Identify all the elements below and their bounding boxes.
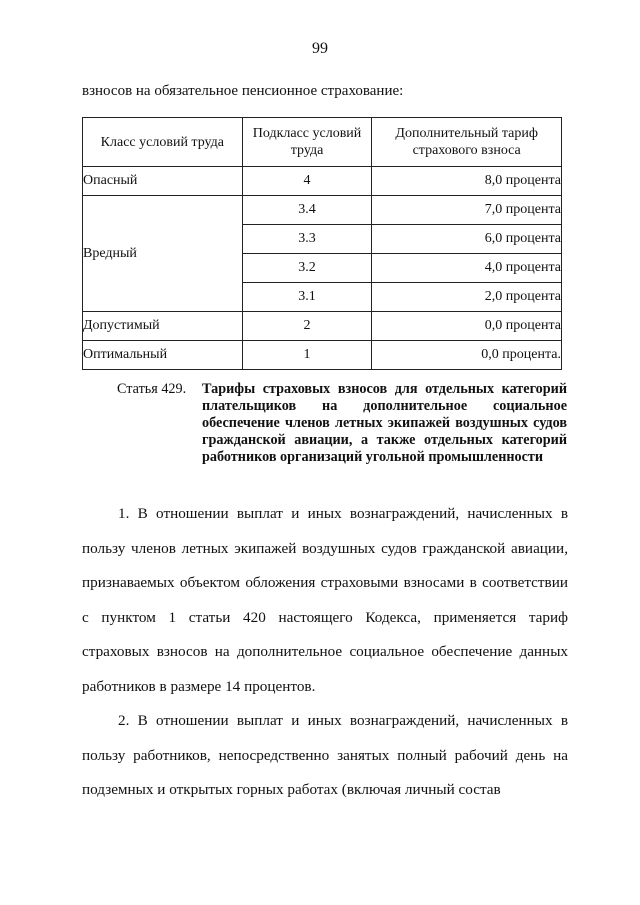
cell-rate: 4,0 процента <box>372 254 562 283</box>
article-title: Тарифы страховых взносов для отдельных категорий плательщиков на дополнительное социальное обеспечение членов летных экипажей воздушных судов гражданской авиации, а также отдельных категорий работников организаций угольной промышленности <box>202 381 567 465</box>
cell-class: Допустимый <box>83 312 243 341</box>
paragraph-1: 1. В отношении выплат и иных вознаграждений, начисленных в пользу членов летных экипажей воздушных судов гражданской авиации, признаваемых объектом обложения страховыми взносами в соответствии с пунктом 1 статьи 420 настоящего Кодекса, применяется тариф страховых взносов на дополнительное социальное обеспечение данных работников в размере 14 процентов. <box>82 505 568 695</box>
table-row <box>83 312 562 341</box>
tariff-table <box>82 117 562 370</box>
header-rate: Дополнительный тариф страхового взноса <box>372 118 562 167</box>
article-heading <box>117 381 567 466</box>
cell-class: Опасный <box>83 167 243 196</box>
cell-class: Оптимальный <box>83 341 243 370</box>
header-class: Класс условий труда <box>83 118 243 167</box>
table-row <box>83 167 562 196</box>
cell-rate: 7,0 процента <box>372 196 562 225</box>
cell-rate: 2,0 процента <box>372 283 562 312</box>
table-row <box>83 196 562 225</box>
cell-subclass: 3.2 <box>242 254 372 283</box>
table-header-row <box>83 118 562 167</box>
table-row <box>83 341 562 370</box>
cell-rate: 0,0 процента. <box>372 341 562 370</box>
intro-text: взносов на обязательное пенсионное страхование: <box>82 83 404 99</box>
cell-subclass: 2 <box>242 312 372 341</box>
cell-subclass: 1 <box>242 341 372 370</box>
cell-class: Вредный <box>83 196 243 312</box>
header-subclass: Подкласс условий труда <box>242 118 372 167</box>
paragraph-2: 2. В отношении выплат и иных вознаграждений, начисленных в пользу работников, непосредственно занятых полный рабочий день на подземных и открытых горных работах (включая личный состав <box>82 712 568 798</box>
cell-rate: 8,0 процента <box>372 167 562 196</box>
cell-subclass: 3.3 <box>242 225 372 254</box>
cell-subclass: 3.4 <box>242 196 372 225</box>
article-label: Статья 429. <box>117 381 187 397</box>
cell-rate: 6,0 процента <box>372 225 562 254</box>
page-number: 99 <box>312 40 328 57</box>
cell-rate: 0,0 процента <box>372 312 562 341</box>
cell-subclass: 4 <box>242 167 372 196</box>
cell-subclass: 3.1 <box>242 283 372 312</box>
